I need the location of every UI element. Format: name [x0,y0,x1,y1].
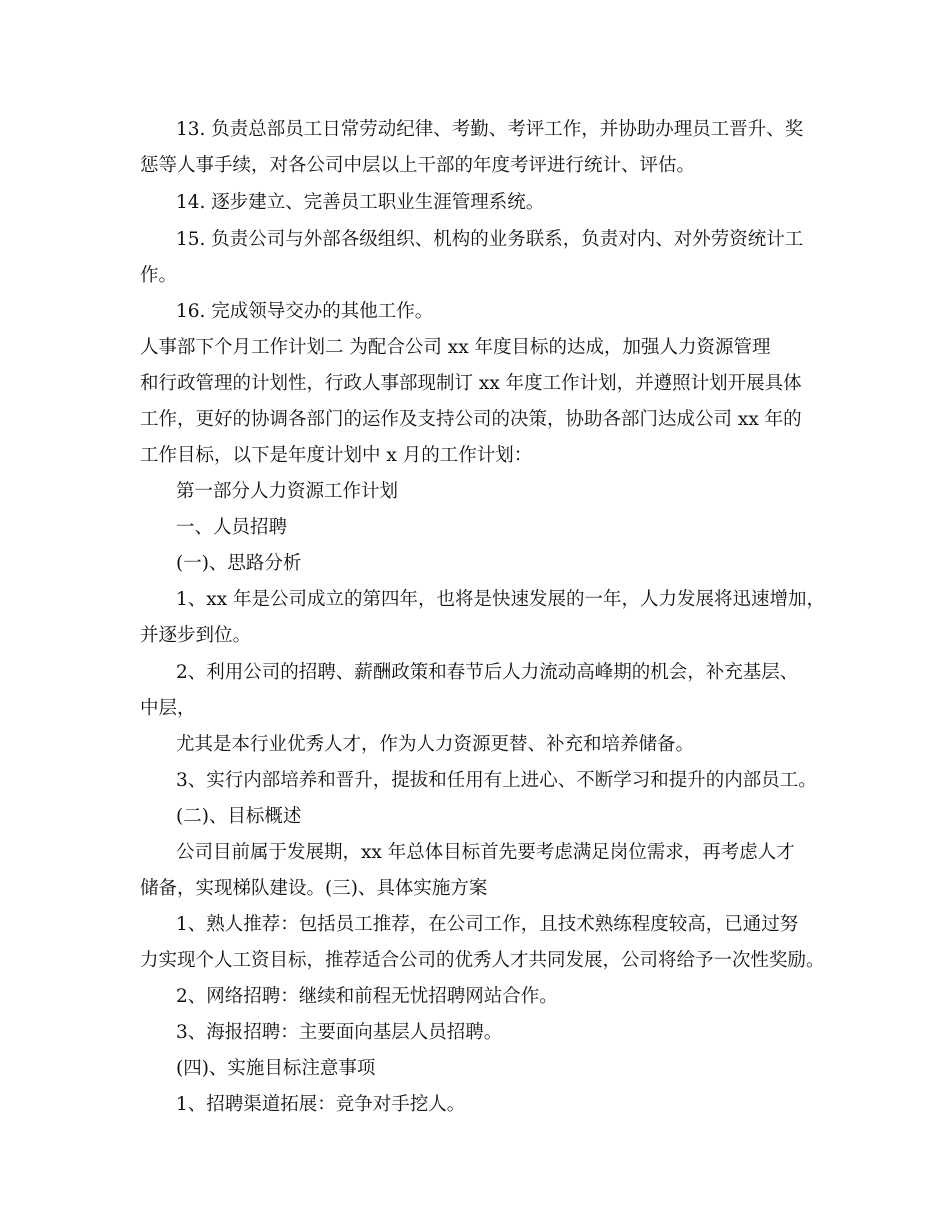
paragraph-line: 15. 负责公司与外部各级组织、机构的业务联系，负责对内、对外劳资统计工 [176,229,804,250]
paragraph-line: 1、招聘渠道拓展：竞争对手挖人。 [176,1094,466,1115]
section-heading-line: 人事部下个月工作计划二 为配合公司 xx 年度目标的达成，加强人力资源管理 [140,337,771,358]
paragraph-line: 1、熟人推荐：包括员工推荐，在公司工作，且技术熟练程度较高，已通过努 [176,914,799,935]
paragraph-line: 中层， [140,698,196,719]
paragraph-line: 3、实行内部培养和晋升，提拔和任用有上进心、不断学习和提升的内部员工。 [176,770,817,791]
subsection-heading: 一、人员招聘 [176,517,288,538]
paragraph-line: 并逐步到位。 [140,625,252,646]
paragraph-line: 1、xx 年是公司成立的第四年，也将是快速发展的一年，人力发展将迅速增加， [176,589,826,610]
paragraph-line: 储备，实现梯队建设。(三)、具体实施方案 [140,878,488,899]
paragraph-line: 力实现个人工资目标，推荐适合公司的优秀人才共同发展，公司将给予一次性奖励。 [140,950,825,971]
subsection-heading: (一)、思路分析 [176,553,302,574]
section-heading: 第一部分人力资源工作计划 [176,481,399,502]
paragraph-line: 3、海报招聘：主要面向基层人员招聘。 [176,1022,503,1043]
subsection-heading: (二)、目标概述 [176,806,302,827]
paragraph-line: 2、利用公司的招聘、薪酬政策和春节后人力流动高峰期的机会，补充基层、 [176,662,799,683]
paragraph-line: 13. 负责总部员工日常劳动纪律、考勤、考评工作，并协助办理员工晋升、奖 [176,119,804,140]
paragraph-line: 工作，更好的协调各部门的运作及支持公司的决策，协助各部门达成公司 xx 年的 [140,409,802,430]
paragraph-line: 惩等人事手续，对各公司中层以上干部的年度考评进行统计、评估。 [140,155,696,176]
paragraph-line: 14. 逐步建立、完善员工职业生涯管理系统。 [176,192,545,213]
paragraph-line: 作。 [140,265,178,286]
subsection-heading: (四)、实施目标注意事项 [176,1058,376,1079]
paragraph-line: 尤其是本行业优秀人才，作为人力资源更替、补充和培养储备。 [176,734,695,755]
paragraph-line: 16. 完成领导交办的其他工作。 [176,301,434,322]
paragraph-line: 和行政管理的计划性，行政人事部现制订 xx 年度工作计划，并遵照计划开展具体 [140,373,802,394]
paragraph-line: 工作目标，以下是年度计划中 x 月的工作计划： [140,445,533,466]
paragraph-line: 2、网络招聘：继续和前程无忧招聘网站合作。 [176,986,558,1007]
paragraph-line: 公司目前属于发展期，xx 年总体目标首先要考虑满足岗位需求，再考虑人才 [176,842,795,863]
